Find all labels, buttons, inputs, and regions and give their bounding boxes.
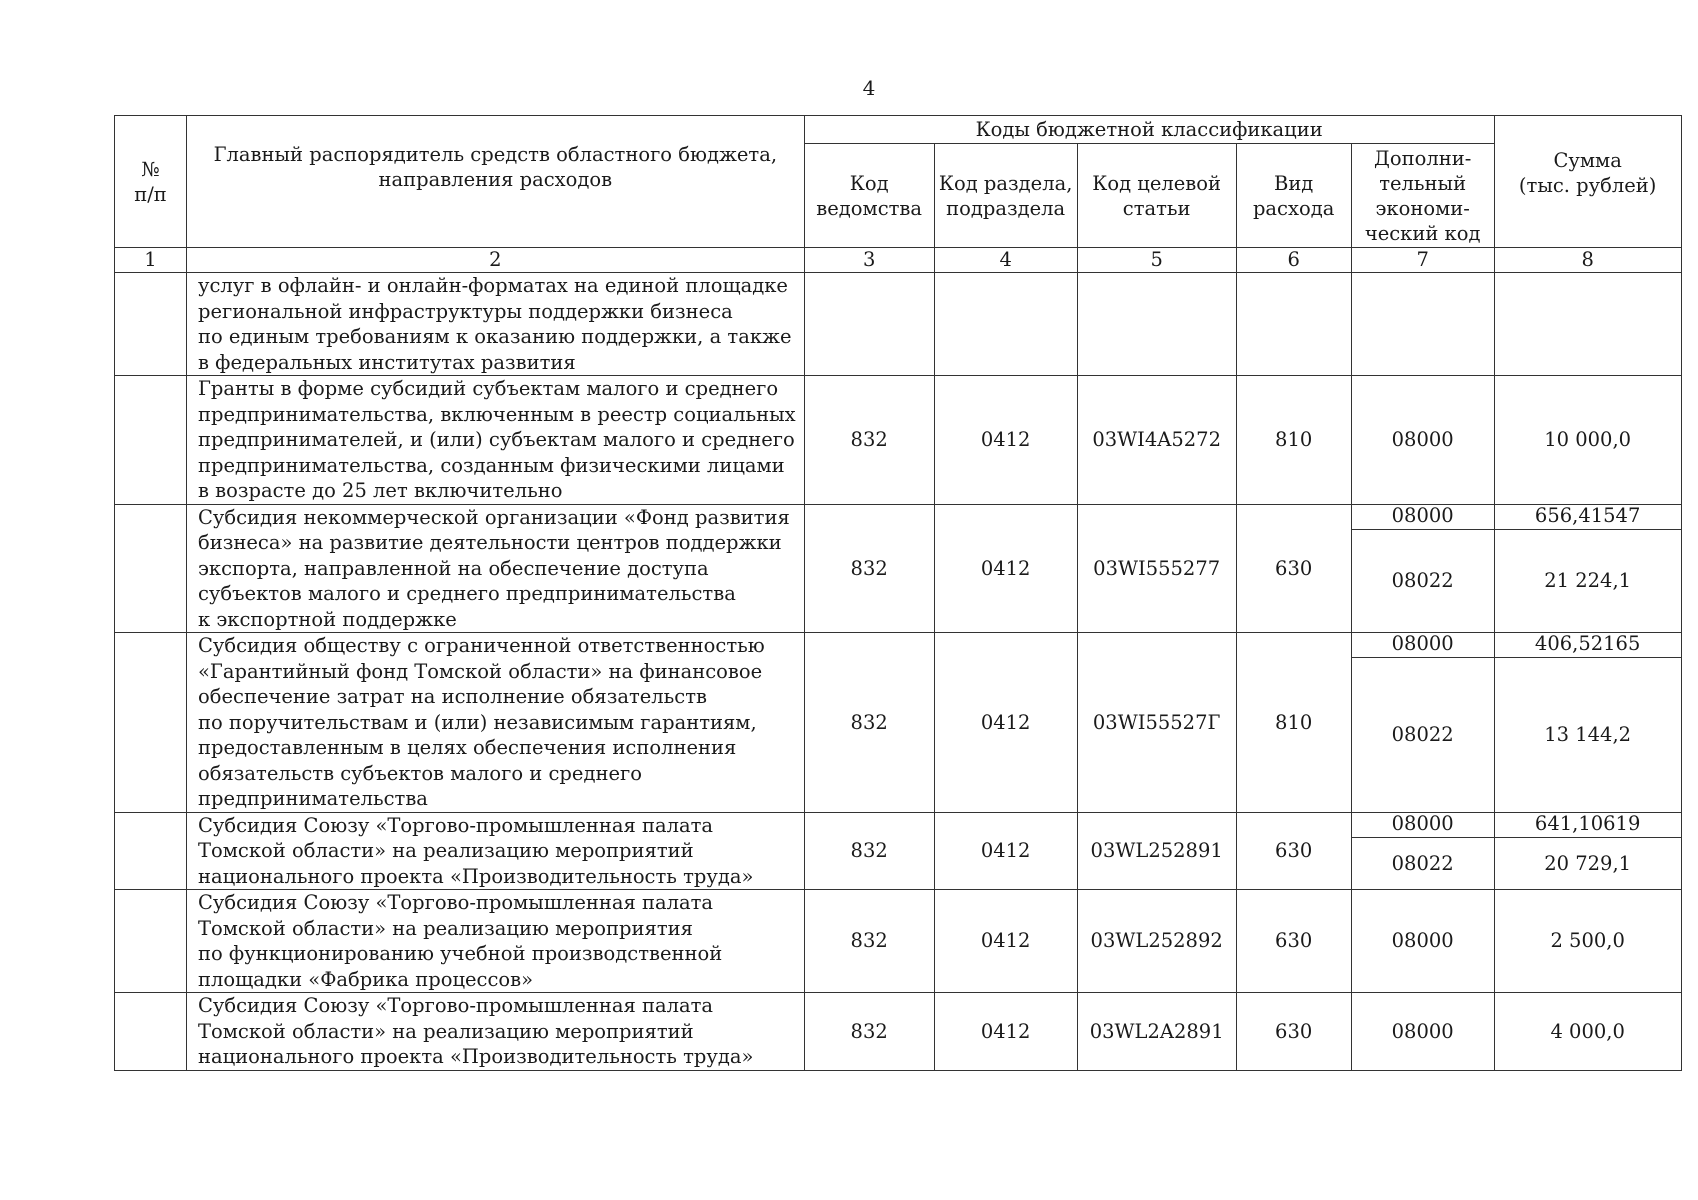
description-line: предпринимательства — [198, 787, 428, 810]
row-kod-vedomstva — [804, 273, 934, 376]
header-line: Вид — [1273, 171, 1314, 195]
column-number: 4 — [934, 248, 1077, 273]
column-number: 1 — [115, 248, 187, 273]
description-line: Томской области» на реализацию мероприятий — [198, 1019, 694, 1043]
header-line: ведомства — [816, 196, 923, 220]
budget-table — [114, 115, 1682, 1071]
header-line: Код раздела, — [938, 171, 1073, 195]
header-vid-rashoda — [1236, 144, 1351, 248]
description-line: к экспортной поддержке — [198, 607, 457, 631]
column-number: 6 — [1236, 248, 1351, 273]
row-summa: 13 144,2 — [1494, 658, 1681, 813]
description-line: по единым требованиям к оказанию поддержки, а также — [198, 325, 792, 348]
description-line: предпринимателей, и (или) субъектам малого и среднего — [198, 428, 795, 451]
description-line: в федеральных институтах развития — [198, 350, 576, 374]
row-dop-kod: 08000 — [1351, 633, 1494, 658]
column-number: 5 — [1077, 248, 1236, 273]
row-dop-kod: 08000 — [1351, 993, 1494, 1071]
row-description — [187, 504, 805, 633]
description-line: Субсидия некоммерческой организации «Фонд развития — [198, 505, 790, 529]
row-summa — [1494, 273, 1681, 376]
row-summa: 4 000,0 — [1494, 993, 1681, 1071]
description-line: по поручительствам и (или) независимым гарантиям, — [198, 710, 757, 734]
description-line: Томской области» на реализацию мероприятий — [198, 839, 694, 862]
description-line: бизнеса» на развитие деятельности центров поддержки — [198, 531, 782, 554]
header-no — [115, 116, 187, 248]
row-dop-kod: 08022 — [1351, 837, 1494, 890]
row-no — [115, 273, 187, 376]
row-description — [187, 993, 805, 1071]
header-line: статьи — [1122, 196, 1191, 220]
row-no — [115, 890, 187, 993]
header-summa-line: (тыс. рублей) — [1518, 173, 1657, 197]
description-line: национального проекта «Производительность труда» — [198, 1045, 754, 1068]
column-number: 2 — [187, 248, 805, 273]
row-summa: 20 729,1 — [1494, 837, 1681, 890]
header-codes-group: Коды бюджетной классификации — [804, 116, 1494, 144]
row-vid-rashoda — [1236, 273, 1351, 376]
row-kod-stati: 03WL252892 — [1077, 890, 1236, 993]
row-kod-vedomstva: 832 — [804, 812, 934, 890]
description-line: услуг в офлайн- и онлайн-форматах на единой площадке — [198, 274, 788, 297]
row-kod-stati: 03WL2A2891 — [1077, 993, 1236, 1071]
row-dop-kod: 08000 — [1351, 376, 1494, 505]
header-line: расхода — [1252, 196, 1335, 220]
description-line: предпринимательства, созданным физическими лицами — [198, 453, 785, 477]
description-line: Субсидия Союзу «Торгово-промышленная палата — [198, 891, 714, 914]
description-line: обязательств субъектов малого и среднего — [198, 761, 642, 785]
row-summa: 406,52165 — [1494, 633, 1681, 658]
row-no — [115, 812, 187, 890]
description-line: по функционированию учебной производственной — [198, 942, 723, 965]
table-row — [115, 633, 1682, 658]
header-line: ческий код — [1364, 221, 1481, 245]
row-dop-kod: 08000 — [1351, 890, 1494, 993]
table-row — [115, 504, 1682, 529]
description-line: экспорта, направленной на обеспечение доступа — [198, 556, 709, 580]
row-description — [187, 633, 805, 813]
row-dop-kod: 08022 — [1351, 529, 1494, 633]
row-kod-vedomstva: 832 — [804, 993, 934, 1071]
header-description — [187, 116, 805, 248]
row-summa: 656,41547 — [1494, 504, 1681, 529]
row-kod-stati: 03WI55527Г — [1077, 633, 1236, 813]
description-line: субъектов малого и среднего предпринимательства — [198, 582, 736, 605]
row-kod-razdela: 0412 — [934, 504, 1077, 633]
row-kod-vedomstva: 832 — [804, 890, 934, 993]
description-line: в возрасте до 25 лет включительно — [198, 479, 563, 502]
page-number: 4 — [862, 76, 876, 100]
row-kod-stati — [1077, 273, 1236, 376]
description-line: региональной инфраструктуры поддержки бизнеса — [198, 299, 733, 323]
header-description-line: Главный распорядитель средств областного бюджета, — [213, 142, 778, 166]
row-dop-kod — [1351, 273, 1494, 376]
row-kod-razdela — [934, 273, 1077, 376]
row-description — [187, 812, 805, 890]
row-no — [115, 633, 187, 813]
header-line: подраздела — [946, 196, 1066, 220]
table-row — [115, 273, 1682, 376]
row-kod-vedomstva: 832 — [804, 633, 934, 813]
row-kod-razdela: 0412 — [934, 633, 1077, 813]
header-kod-vedomstva — [804, 144, 934, 248]
description-line: национального проекта «Производительность труда» — [198, 864, 754, 888]
header-line: экономи- — [1375, 196, 1470, 220]
header-summa-line: Сумма — [1553, 148, 1622, 172]
row-kod-stati: 03WL252891 — [1077, 812, 1236, 890]
row-summa: 10 000,0 — [1494, 376, 1681, 505]
table-row — [115, 890, 1682, 993]
row-kod-stati: 03WI555277 — [1077, 504, 1236, 633]
header-kod-stati — [1077, 144, 1236, 248]
header-no-line: п/п — [134, 182, 167, 206]
row-vid-rashoda: 810 — [1236, 376, 1351, 505]
row-kod-razdela: 0412 — [934, 812, 1077, 890]
description-line: обеспечение затрат на исполнение обязательств — [198, 685, 707, 708]
description-line: Субсидия Союзу «Торгово-промышленная палата — [198, 813, 714, 837]
column-number: 8 — [1494, 248, 1681, 273]
row-vid-rashoda: 630 — [1236, 812, 1351, 890]
row-description — [187, 273, 805, 376]
row-kod-razdela: 0412 — [934, 993, 1077, 1071]
description-line: «Гарантийный фонд Томской области» на финансовое — [198, 659, 763, 683]
row-no — [115, 993, 187, 1071]
row-vid-rashoda: 630 — [1236, 504, 1351, 633]
table-row — [115, 812, 1682, 837]
row-summa: 641,10619 — [1494, 812, 1681, 837]
row-kod-razdela: 0412 — [934, 376, 1077, 505]
row-kod-vedomstva: 832 — [804, 376, 934, 505]
header-no-line: № — [141, 157, 160, 181]
column-number: 3 — [804, 248, 934, 273]
row-no — [115, 376, 187, 505]
row-dop-kod: 08022 — [1351, 658, 1494, 813]
row-kod-razdela: 0412 — [934, 890, 1077, 993]
header-line: Код — [849, 171, 889, 195]
description-line: предпринимательства, включенным в реестр социальных — [198, 402, 796, 426]
row-vid-rashoda: 630 — [1236, 890, 1351, 993]
table-row — [115, 993, 1682, 1071]
row-vid-rashoda: 810 — [1236, 633, 1351, 813]
description-line: площадки «Фабрика процессов» — [198, 967, 534, 991]
description-line: Томской области» на реализацию мероприятия — [198, 916, 693, 940]
row-vid-rashoda: 630 — [1236, 993, 1351, 1071]
header-line: Код целевой — [1092, 171, 1222, 195]
row-summa: 21 224,1 — [1494, 529, 1681, 633]
description-line: Субсидия Союзу «Торгово-промышленная палата — [198, 994, 714, 1017]
header-line: Дополни- — [1374, 146, 1472, 170]
header-kod-razdela — [934, 144, 1077, 248]
row-kod-vedomstva: 832 — [804, 504, 934, 633]
header-dop-kod — [1351, 144, 1494, 248]
row-description — [187, 890, 805, 993]
description-line: Субсидия обществу с ограниченной ответственностью — [198, 634, 765, 657]
row-summa: 2 500,0 — [1494, 890, 1681, 993]
row-description — [187, 376, 805, 505]
row-dop-kod: 08000 — [1351, 812, 1494, 837]
header-line: тельный — [1379, 171, 1467, 195]
row-dop-kod: 08000 — [1351, 504, 1494, 529]
column-number: 7 — [1351, 248, 1494, 273]
header-summa — [1494, 116, 1681, 248]
table-row — [115, 376, 1682, 505]
description-line: Гранты в форме субсидий субъектам малого и среднего — [198, 377, 779, 400]
description-line: предоставленным в целях обеспечения исполнения — [198, 736, 737, 759]
row-no — [115, 504, 187, 633]
row-kod-stati: 03WI4A5272 — [1077, 376, 1236, 505]
header-description-line: направления расходов — [378, 167, 613, 191]
